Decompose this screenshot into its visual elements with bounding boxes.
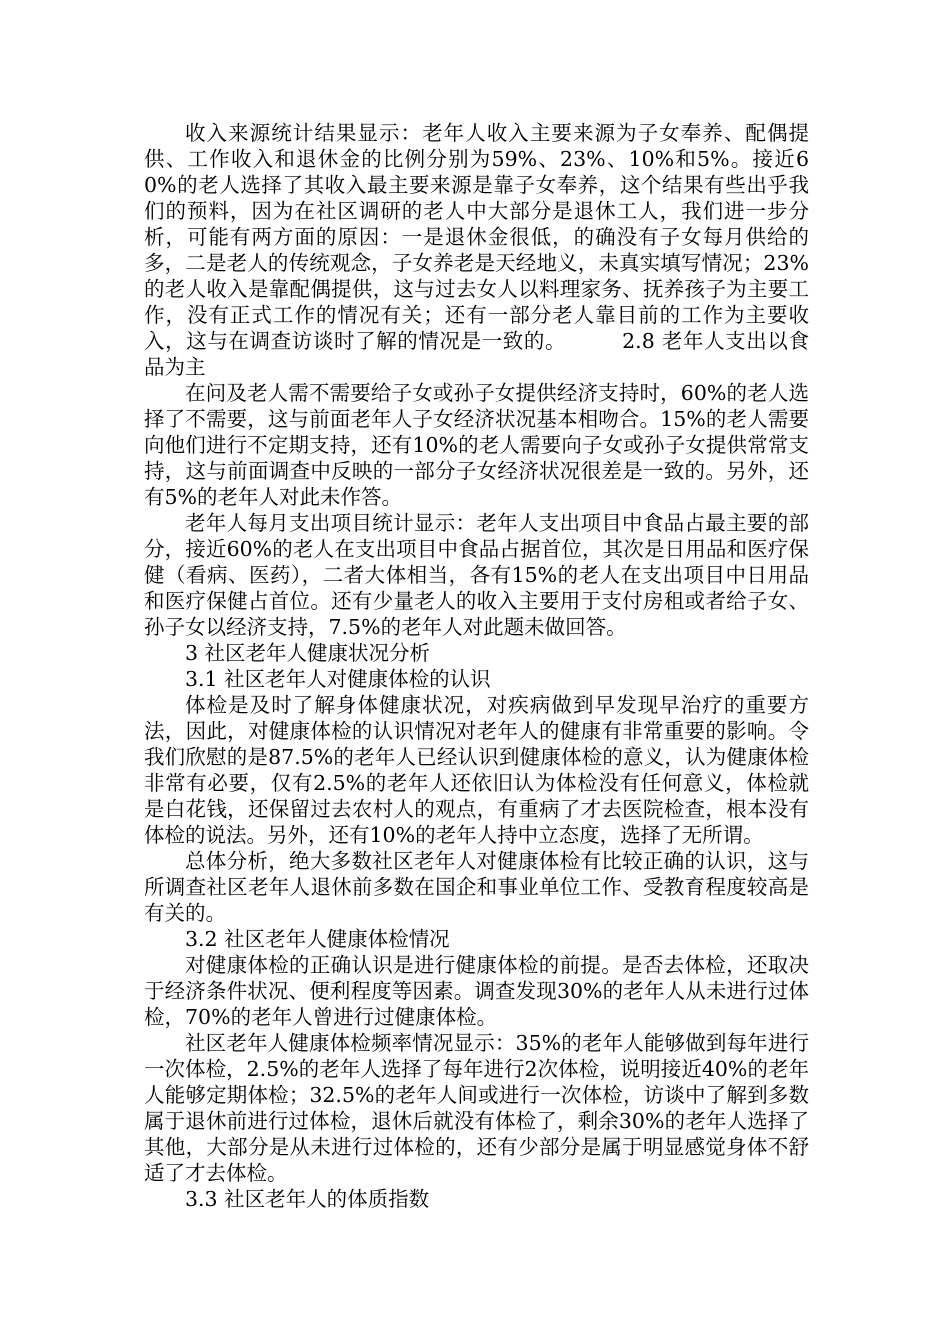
section-heading-3-1: 3.1 社区老年人对健康体检的认识 (185, 667, 491, 691)
section-heading-3: 3 社区老年人健康状况分析 (185, 641, 431, 665)
paragraph-overall-analysis: 总体分析，绝大多数社区老年人对健康体检有比较正确的认识，这与所调查社区老年人退休前多数在国企和事业单位工作、受教育程度较高是有关的。 (144, 849, 809, 925)
paragraph-economic-support: 在问及老人需不需要给子女或孙子女提供经济支持时，60%的老人选择了不需要，这与前面老年人子女经济状况基本相吻合。15%的老人需要向他们进行不定期支持，还有10%的老人需要向子女或孙子女提供常常支持，这与前面调查中反映的一部分子女经济状况很差是一致的。另外，还有5%的老年人对此未作答。 (144, 381, 809, 509)
paragraph-checkup-status: 对健康体检的正确认识是进行健康体检的前提。是否去体检，还取决于经济条件状况、便利程度等因素。调查发现30%的老年人从未进行过体检，70%的老年人曾进行过健康体检。 (144, 953, 809, 1029)
document-body (144, 120, 809, 1212)
paragraph-monthly-expenses: 老年人每月支出项目统计显示：老年人支出项目中食品占最主要的部分，接近60%的老人在支出项目中食品占据首位，其次是日用品和医疗保健（看病、医药），二者大体相当，各有15%的老人在支出项目中日用品和医疗保健占首位。还有少量老人的收入主要用于支付房租或者给子女、孙子女以经济支持，7.5%的老年人对此题未做回答。 (144, 511, 809, 639)
paragraph-text: 收入来源统计结果显示：老年人收入主要来源为子女奉养、配偶提供、工作收入和退休金的比例分别为59%、23%、10%和5%。接近60%的老人选择了其收入最主要来源是靠子女奉养，这个结果有些出乎我们的预料，因为在社区调研的老人中大部分是退休工人，我们进一步分析，可能有两方面的原因：一是退休金很低，的确没有子女每月供给的多，二是老人的传统观念，子女养老是天经地义，未真实填写情况；23%的老人收入是靠配偶提供，这与过去女人以料理家务、抚养孩子为主要工作，没有正式工作的情况有关；还有一部分老人靠目前的工作为主要收入，这与在调查访谈时了解的情况是一致的。 (144, 121, 809, 353)
section-heading-3-2: 3.2 社区老年人健康体检情况 (185, 927, 450, 951)
section-heading-3-3: 3.3 社区老年人的体质指数 (185, 1187, 430, 1211)
paragraph-income-sources (144, 120, 809, 380)
paragraph-checkup-awareness: 体检是及时了解身体健康状况，对疾病做到早发现早治疗的重要方法，因此，对健康体检的认识情况对老年人的健康有非常重要的影响。令我们欣慰的是87.5%的老年人已经认识到健康体检的意义，认为健康体检非常有必要，仅有2.5%的老年人还依旧认为体检没有任何意义，体检就是白花钱，还保留过去农村人的观点，有重病了才去医院检查，根本没有体检的说法。另外，还有10%的老年人持中立态度，选择了无所谓。 (144, 693, 809, 847)
section-heading-2-8: 2.8 老年人支出以食品为主 (144, 329, 810, 379)
paragraph-checkup-frequency: 社区老年人健康体检频率情况显示：35%的老年人能够做到每年进行一次体检，2.5%的老年人选择了每年进行2次体检，说明接近40%的老年人能够定期体检；32.5%的老年人间或进行一次体检，访谈中了解到多数属于退休前进行过体检，退休后就没有体检了，剩余30%的老年人选择了其他，大部分是从未进行过体检的，还有少部分是属于明显感觉身体不舒适了才去体检。 (144, 1031, 809, 1185)
